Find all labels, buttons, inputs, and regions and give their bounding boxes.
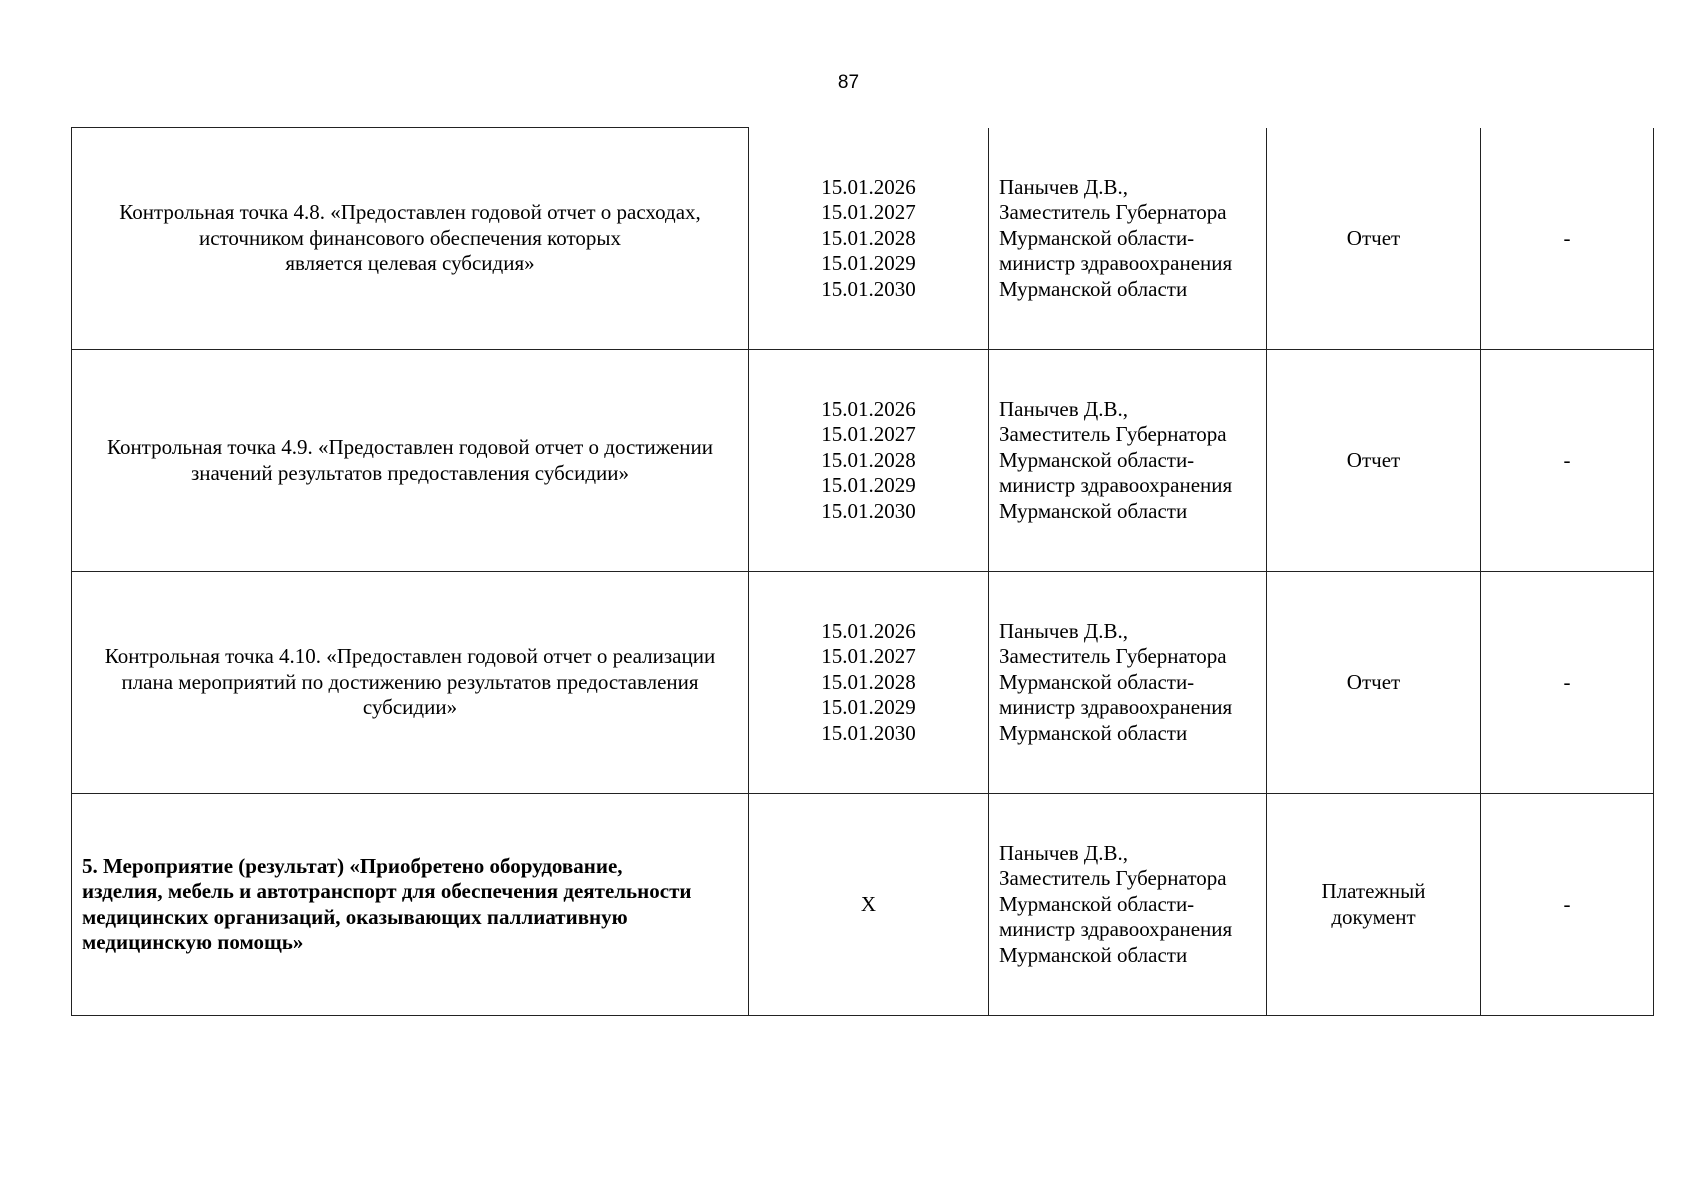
text-line: министр здравоохранения (999, 473, 1233, 498)
deadline-dates (749, 794, 989, 1016)
text-line: субсидии» (362, 695, 458, 720)
control-point-name (72, 572, 749, 794)
date-value: 15.01.2028 (821, 669, 916, 694)
text-line: Отчет (1346, 669, 1401, 694)
note-cell: - (1481, 128, 1654, 350)
text-line: Панычев Д.В., (999, 618, 1128, 643)
text-line: документ (1331, 904, 1416, 929)
text-line: источником финансового обеспечения которых (198, 225, 622, 250)
activity-name (72, 794, 749, 1016)
date-value: 15.01.2030 (821, 720, 916, 745)
text-line: Мурманской области- (999, 669, 1195, 694)
text-line: 5. Мероприятие (результат) «Приобретено оборудование, (82, 853, 623, 878)
deadline-dates (749, 350, 989, 572)
confirming-document (1267, 128, 1481, 350)
text-line: Мурманской области (999, 498, 1188, 523)
control-point-name (72, 350, 749, 572)
text-line: Мурманской области- (999, 225, 1195, 250)
date-value: 15.01.2030 (821, 498, 916, 523)
deadline-dates (749, 128, 989, 350)
responsible-person (989, 794, 1267, 1016)
text-line: медицинских организаций, оказывающих паллиативную (82, 904, 628, 929)
text-line: Заместитель Губернатора (999, 644, 1227, 669)
note-cell: - (1481, 794, 1654, 1016)
text-line: Заместитель Губернатора (999, 200, 1227, 224)
text-line: Заместитель Губернатора (999, 866, 1227, 891)
date-value: 15.01.2026 (821, 396, 916, 421)
note-cell: - (1481, 572, 1654, 794)
text-line: является целевая субсидия» (285, 251, 535, 276)
page-number: 87 (837, 72, 860, 93)
date-value: 15.01.2026 (821, 174, 916, 199)
confirming-document (1267, 572, 1481, 794)
text-line: Платежный (1321, 879, 1426, 903)
confirming-document (1267, 350, 1481, 572)
date-value: 15.01.2029 (821, 695, 916, 720)
responsible-person (989, 572, 1267, 794)
date-value: 15.01.2027 (821, 644, 916, 669)
text-line: Контрольная точка 4.9. «Предоставлен годовой отчет о достижении (106, 435, 714, 459)
text-line: плана мероприятий по достижению результатов предоставления (121, 669, 699, 694)
control-points-table (71, 127, 1654, 1016)
text-line: Отчет (1346, 447, 1401, 472)
text-line: Мурманской области (999, 276, 1188, 301)
text-line: Контрольная точка 4.10. «Предоставлен годовой отчет о реализации (104, 644, 716, 669)
text-line: Заместитель Губернатора (999, 422, 1227, 447)
text-line: Отчет (1346, 225, 1401, 250)
table-row (72, 350, 1654, 572)
table-row (72, 572, 1654, 794)
text-line: Мурманской области (999, 720, 1188, 745)
text-line: Панычев Д.В., (999, 840, 1128, 865)
date-value: X (860, 891, 877, 916)
text-line: Мурманской области (999, 942, 1188, 967)
text-line: медицинскую помощь» (82, 930, 304, 954)
text-line: значений результатов предоставления субсидии» (191, 460, 629, 485)
responsible-person (989, 350, 1267, 572)
date-value: 15.01.2026 (821, 618, 916, 643)
text-line: Контрольная точка 4.8. «Предоставлен годовой отчет о расходах, (119, 200, 701, 225)
date-value: 15.01.2028 (821, 447, 916, 472)
date-value: 15.01.2029 (821, 251, 916, 275)
table-row (72, 794, 1654, 1016)
text-line: министр здравоохранения (999, 917, 1233, 942)
text-line: Панычев Д.В., (999, 174, 1128, 199)
date-value: 15.01.2027 (821, 422, 916, 447)
date-value: 15.01.2029 (821, 473, 916, 498)
text-line: изделия, мебель и автотранспорт для обеспечения деятельности (82, 879, 692, 903)
date-value: 15.01.2028 (821, 225, 916, 250)
text-line: министр здравоохранения (999, 695, 1233, 720)
control-point-name (72, 128, 749, 350)
text-line: министр здравоохранения (999, 251, 1233, 275)
text-line: Панычев Д.В., (999, 396, 1128, 421)
confirming-document (1267, 794, 1481, 1016)
text-line: Мурманской области- (999, 891, 1195, 916)
note-cell: - (1481, 350, 1654, 572)
date-value: 15.01.2027 (821, 200, 916, 224)
table-row (72, 128, 1654, 350)
text-line: Мурманской области- (999, 447, 1195, 472)
date-value: 15.01.2030 (821, 276, 916, 301)
deadline-dates (749, 572, 989, 794)
responsible-person (989, 128, 1267, 350)
